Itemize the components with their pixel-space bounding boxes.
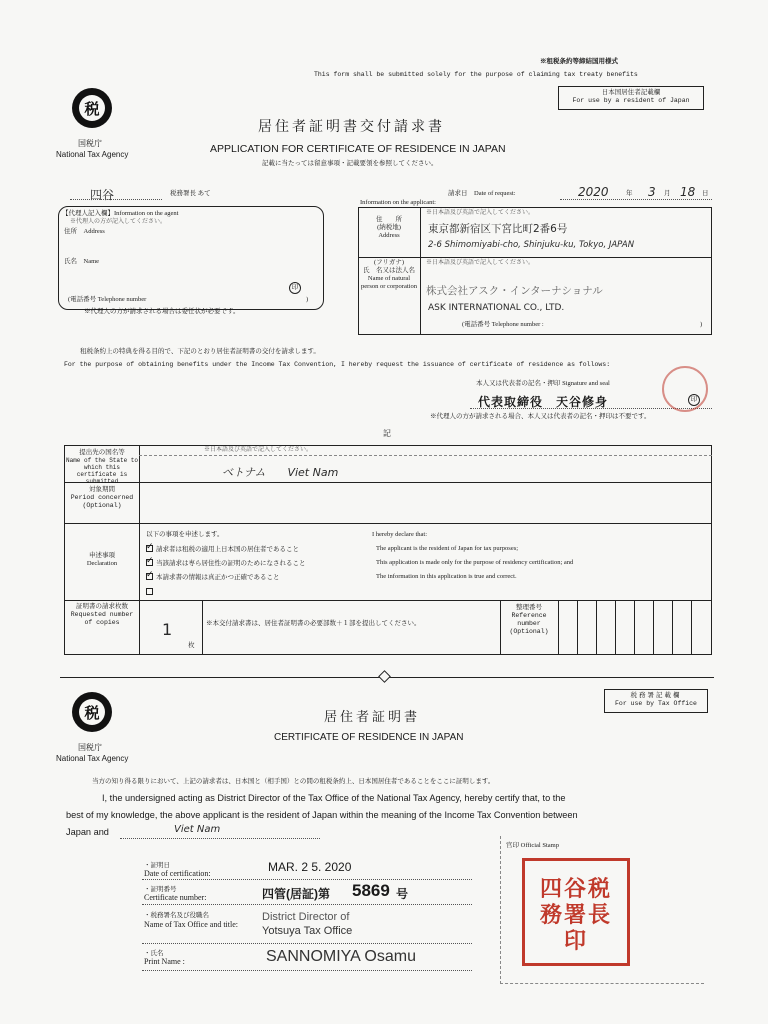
request-day[interactable]: 18 [680, 185, 696, 199]
applicant-name-label: (フリガナ) 氏 名又は法人名 Name of natural person or corporation [361, 259, 417, 290]
request-year[interactable]: 2020 [578, 185, 609, 199]
copies-value[interactable]: 1 [162, 620, 173, 639]
applicant-name-jp[interactable]: 株式会社アスク・インターナショナル [426, 286, 603, 297]
agent-note: ※代理人の方が記入してください。 [70, 219, 167, 225]
resident-box [558, 86, 704, 110]
cert-office-value-2[interactable]: Yotsuya Tax Office [262, 925, 353, 937]
agent-proxy-note: ※代理人の方が請求される場合は委任状が必要です。 [84, 308, 240, 315]
period-input[interactable] [142, 486, 710, 520]
applicant-address-en[interactable]: 2-6 Shimomiyabi-cho, Shinjuku-ku, Tokyo, JAPAN [428, 240, 635, 250]
copies-label: 証明書の請求枚数 Requested number of copies [70, 603, 134, 626]
resident-box-en: For use by a resident of Japan [572, 97, 690, 104]
declare-intro-en: I hereby declare that: [372, 531, 428, 538]
cert-office-label: ・税務署名及び役職名 Name of Tax Office and title: [144, 912, 238, 929]
office-value[interactable]: 四谷 [90, 188, 115, 202]
signature-note: ※代理人の方が請求される場合、本人又は代表者の記名・押印は不要です。 [430, 413, 651, 420]
agent-seal-mark: 印 [289, 282, 301, 294]
diamond-icon [378, 670, 391, 683]
declaration-item-1[interactable]: ✓請求者は租税の適用上日本国の居住者であること [146, 545, 299, 554]
applicant-address-jp[interactable]: 東京都新宿区下宮比町2番6号 [428, 223, 568, 235]
cert-number-suffix: 号 [396, 887, 409, 901]
declaration-item-4[interactable] [146, 588, 156, 597]
period-label: 対象期間 Period concerned (Optional) [70, 486, 134, 509]
request-statement-jp: 租税条約上の特典を得る目的で、下記のとおり居住者証明書の交付を請求します。 [80, 348, 320, 355]
certificate-statement-en-1: I, the undersigned acting as District Director of the Tax Office of the National Tax Agency, hereby certify that, to the [102, 793, 566, 803]
applicant-phone-close: ) [700, 321, 703, 328]
declaration-item-2[interactable]: ✓当該請求は専ら居住性の証明のためになされること [146, 559, 306, 568]
applicant-address-label: 住 所 (納税地) Address [376, 216, 402, 239]
declaration-item-1-en: The applicant is the resident of Japan for tax purposes; [376, 545, 519, 552]
declare-intro-jp: 以下の事項を申述します。 [146, 531, 224, 538]
state-note: ※日本語及び英語で記入してください。 [204, 447, 313, 453]
office-suffix: 税務署長 あて [170, 190, 211, 197]
certificate-statement-en-3: Japan and [66, 827, 109, 837]
cert-date-value[interactable]: MAR. 2 5. 2020 [268, 860, 352, 874]
company-seal-icon [662, 366, 708, 412]
state-value[interactable]: ベトナム Viet Nam [222, 466, 339, 479]
request-month[interactable]: 3 [648, 185, 656, 199]
cert-number-value[interactable]: 5869 [352, 881, 390, 900]
signature-seal-mark: 印 [688, 394, 700, 406]
declaration-item-3-en: The information in this application is true and correct. [376, 573, 517, 580]
agency-logo [72, 88, 112, 128]
certificate-agency-en: National Tax Agency [56, 754, 129, 763]
agent-title: 【代理人記入欄】Information on the agent [62, 210, 179, 217]
tax-logo-icon: 税 [72, 692, 112, 732]
cert-print-value[interactable]: SANNOMIYA Osamu [266, 948, 416, 965]
stamp-label: 官印 Official Stamp [506, 842, 559, 849]
state-label: 提出先の国名等 Name of the State to which this certificate is submitted [66, 449, 139, 485]
checkbox-icon[interactable] [146, 588, 153, 595]
declaration-item-3[interactable]: ✓本請求書の情報は真正かつ正確であること [146, 573, 280, 582]
month-label: 月 [664, 190, 671, 197]
copies-unit: 枚 [188, 642, 195, 649]
agent-phone-close: ) [306, 296, 309, 303]
declaration-label: 申述事項 Declaration [86, 552, 118, 567]
cert-number-label: ・証明番号 Certificate number: [144, 886, 207, 902]
form-type-label: ※租税条約等締結国用様式 [540, 58, 618, 65]
reference-label: 整理番号 Reference number (Optional) [509, 604, 549, 635]
declaration-item-2-en: This application is made only for the purpose of residency certification; and [376, 559, 574, 566]
tax-logo-icon: 税 [72, 88, 112, 128]
applicant-phone-label: (電話番号 Telephone number : [462, 321, 544, 328]
applicant-address-note: ※日本語及び英語で記入してください。 [426, 210, 535, 216]
agent-address-label: 住所 Address [64, 228, 105, 235]
cert-office-value-1[interactable]: District Director of [262, 911, 350, 923]
copies-note: ※本交付請求書は、居住者証明書の必要部数＋１部を提出してください。 [206, 620, 421, 627]
checkbox-icon[interactable] [146, 559, 153, 566]
certificate-agency-logo [72, 692, 112, 732]
ki-label: 記 [383, 429, 391, 438]
instruction-text: 記載に当たっては留意事項・記載要領を参照してください。 [262, 160, 438, 167]
cert-date-label: ・証明日 Date of certification: [144, 862, 211, 878]
signature-value[interactable]: 代表取締役 天谷修身 [478, 395, 609, 409]
certificate-title-jp: 居住者証明書 [324, 709, 421, 724]
official-stamp-text: 四谷税務署長印 [539, 876, 612, 953]
checkbox-icon[interactable] [146, 545, 153, 552]
page-title-en: APPLICATION FOR CERTIFICATE OF RESIDENCE IN JAPAN [210, 143, 506, 155]
applicant-name-en[interactable]: ASK INTERNATIONAL CO., LTD. [428, 303, 565, 313]
checkbox-icon[interactable] [146, 573, 153, 580]
cert-print-label: ・氏名 Print Name : [144, 950, 185, 966]
certificate-statement-en-2: best of my knowledge, the above applicant is the resident of Japan within the meaning of the Income Tax Convention between [66, 810, 578, 820]
request-date-label: 請求日 Date of request: [448, 190, 516, 197]
form-note: This form shall be submitted solely for the purpose of claiming tax treaty benefits [314, 71, 638, 78]
certificate-country[interactable]: Viet Nam [174, 824, 221, 835]
tax-office-box: 税務署記載欄 For use by Tax Office [604, 689, 708, 713]
certificate-title-en: CERTIFICATE OF RESIDENCE IN JAPAN [274, 732, 464, 743]
signature-label: 本人又は代表者の記名・押印 Signature and seal [476, 380, 610, 387]
certificate-statement-jp: 当方の知り得る限りにおいて、上記の請求者は、日本国と（相手国）との間の租税条約上、日本国居住者であることをここに証明します。 [92, 778, 495, 785]
agent-phone-label: (電話番号 Telephone number [68, 296, 147, 303]
agency-name-jp: 国税庁 [78, 139, 102, 148]
year-label: 年 [626, 190, 633, 197]
applicant-name-note: ※日本語及び英語で記入してください。 [426, 260, 535, 266]
day-label: 日 [702, 190, 709, 197]
request-statement-en: For the purpose of obtaining benefits under the Income Tax Convention, I hereby request the issuance of certificate of residence as follows: [64, 361, 611, 368]
page-title-jp: 居住者証明書交付請求書 [258, 120, 445, 135]
applicant-section-label: Information on the applicant: [360, 199, 436, 206]
resident-box-jp: 日本国居住者記載欄 [601, 89, 661, 96]
certificate-agency-jp: 国税庁 [78, 743, 102, 752]
reference-number-input[interactable] [560, 602, 710, 654]
agent-name-label: 氏名 Name [64, 258, 100, 265]
agency-name-en: National Tax Agency [56, 150, 129, 159]
cert-number-prefix: 四管(居証)第 [262, 887, 330, 901]
official-stamp-icon [522, 858, 630, 966]
